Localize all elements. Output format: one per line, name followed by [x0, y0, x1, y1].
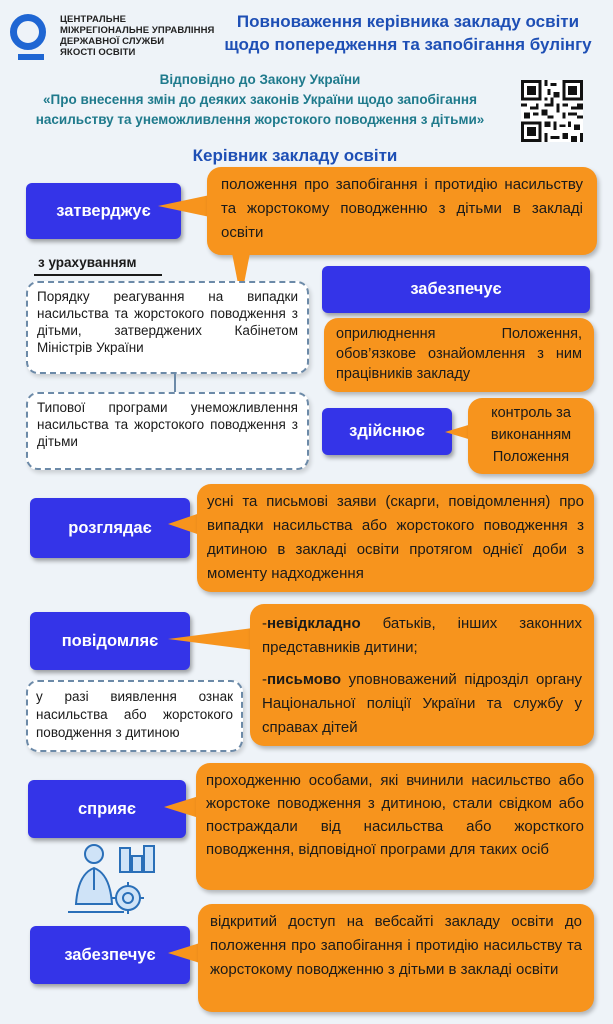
- notifies-line-police: -письмово уповноважений підрозділ органу Національної поліції України та службу у справах дітей: [262, 671, 582, 736]
- performs-text-content: контроль за виконанням Положення: [490, 405, 572, 465]
- org-line: ЦЕНТРАЛЬНЕ: [60, 14, 127, 25]
- promotes-text: [196, 763, 594, 890]
- ensures-button[interactable]: забезпечує: [322, 266, 590, 313]
- performs-button[interactable]: здійснює: [322, 408, 452, 455]
- org-line: ЯКОСТІ ОСВІТИ: [60, 47, 136, 58]
- notifies-condition-text: у разі виявлення ознак насильства або жорстокого поводження з дитиною: [36, 689, 233, 740]
- notifies-button[interactable]: повідомляє: [30, 612, 190, 670]
- law-reference: [15, 70, 505, 130]
- ensures-access-text: [198, 904, 594, 1012]
- divider: [34, 274, 162, 276]
- ensures-publication-text-content: оприлюднення Положення, обов’язкове ознайомлення з ним працівників закладу: [336, 326, 582, 382]
- law-line: насильству та унеможливлення жорстокого поводження з дітьми»: [35, 112, 485, 127]
- callout-pointer: [158, 195, 210, 217]
- ensures-access-button[interactable]: забезпечує: [30, 926, 190, 984]
- notifies-term-immediately: невідкладно: [267, 615, 361, 632]
- notifies-line-rest: уповноважений підрозділ органу Національної поліції України та службу у справах дітей: [262, 671, 582, 736]
- org-name: [60, 14, 214, 58]
- considering-item-text: Типової програми унеможливлення насильства та жорстокого поводження з дітьми: [37, 400, 298, 449]
- title-line: Повноваження керівника закладу освіти: [236, 12, 580, 31]
- considering-item-procedure: [26, 281, 309, 374]
- promotes-button[interactable]: сприяє: [28, 780, 186, 838]
- law-line: Відповідно до Закону України: [159, 72, 361, 87]
- org-line: МІЖРЕГІОНАЛЬНЕ УПРАВЛІННЯ: [60, 25, 215, 36]
- approves-text-content: положення про запобігання і протидію насильству та жорстокому поводженню з дітьми в закладі освіти: [221, 176, 583, 241]
- notifies-term-in-writing: письмово: [267, 671, 342, 688]
- approves-text: [207, 167, 597, 255]
- page-title: [208, 10, 608, 56]
- considers-text: [197, 484, 594, 592]
- callout-pointer: [164, 796, 199, 818]
- ensures-access-text-content: відкритий доступ на вебсайті закладу освіти до положення про запобігання і протидію насильству та жорстокому поводженню з дітьми в закладі освіти: [210, 913, 582, 978]
- org-line: ДЕРЖАВНОЇ СЛУЖБИ: [60, 36, 165, 47]
- callout-pointer: [168, 628, 253, 650]
- logo-bar: [18, 54, 44, 60]
- notifies-condition: [26, 680, 243, 752]
- notifies-line-parents: -невідкладно батьків, інших законних представників дитини;: [262, 615, 582, 656]
- considering-item-text: Порядку реагування на випадки насильства та жорстокого поводження з дітьми, затверджених Кабінетом Міністрів України: [37, 289, 298, 355]
- connector-line: [174, 374, 176, 392]
- notifies-text: [250, 604, 594, 746]
- considers-button[interactable]: розглядає: [30, 498, 190, 558]
- person-icon: [64, 842, 160, 920]
- considers-text-content: усні та письмові заяви (скарги, повідомлення) про випадки насильства або жорстокого поводження з дитиною в закладі освіти протягом однієї доби з моменту надходження: [207, 493, 584, 582]
- title-line: щодо попередження та запобігання булінгу: [224, 35, 592, 54]
- approves-button[interactable]: затверджує: [26, 183, 181, 239]
- section-title: Керівник закладу освіти: [192, 146, 398, 165]
- law-line: «Про внесення змін до деяких законів України щодо запобігання: [43, 92, 477, 107]
- logo-icon: [10, 14, 46, 50]
- notifies-line-rest: батьків, інших законних представників дитини;: [262, 615, 582, 656]
- qr-code-icon: [521, 80, 583, 142]
- promotes-text-content: проходженню особами, які вчинили насильство або жорстоке поводження з дитиною, стали свідком або постраждали від насильства або жорсткого поводження, відповідної програми для таких осіб: [206, 772, 584, 858]
- performs-text: [468, 398, 594, 474]
- considering-item-program: [26, 392, 309, 470]
- ensures-publication-text: [324, 318, 594, 392]
- considering-label: з урахуванням: [38, 255, 137, 270]
